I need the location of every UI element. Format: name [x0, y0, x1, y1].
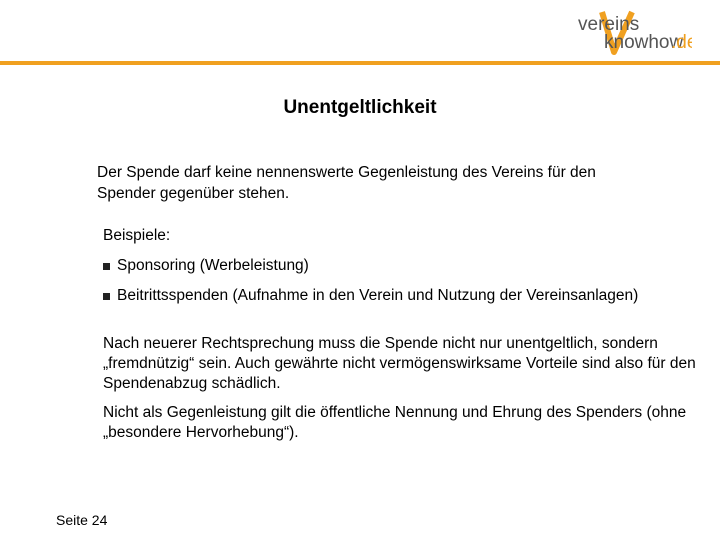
bullet-square-icon — [103, 263, 110, 270]
paragraph-case-law: Nach neuerer Rechtsprechung muss die Spende nicht nur unentgeltlich, sondern „fremdnützig“ sein. Auch gewährte nicht vermögenswirksame Vorteile sind also für den Spendenabzug schädlich. — [103, 335, 696, 392]
examples-label: Beispiele: — [103, 227, 171, 244]
logo-graphic — [574, 8, 692, 58]
list-item — [103, 287, 638, 305]
logo-text-tld: .d — [671, 32, 687, 53]
vereins-knowhow-logo — [574, 8, 692, 58]
slide-title: Unentgeltlichkeit — [283, 97, 437, 118]
list-item — [103, 257, 309, 275]
page-number: Seite 24 — [56, 512, 108, 528]
logo-text-vereins: vereins — [578, 14, 640, 35]
intro-text: Der Spende darf keine nennenswerte Gegenleistung des Vereins für den Spender gegenüber stehen. — [97, 164, 596, 202]
list-item-text: Beitrittsspenden (Aufnahme in den Verein und Nutzung der Vereinsanlagen) — [117, 287, 639, 304]
list-item-text: Sponsoring (Werbeleistung) — [117, 257, 309, 274]
logo-text-knowhow: knowhow — [604, 32, 684, 53]
paragraph-acknowledgement: Nicht als Gegenleistung gilt die öffentliche Nennung und Ehrung des Spenders (ohne „besondere Hervorhebung“). — [103, 404, 687, 441]
header-accent-bar — [0, 61, 720, 65]
bullet-square-icon — [103, 293, 110, 300]
